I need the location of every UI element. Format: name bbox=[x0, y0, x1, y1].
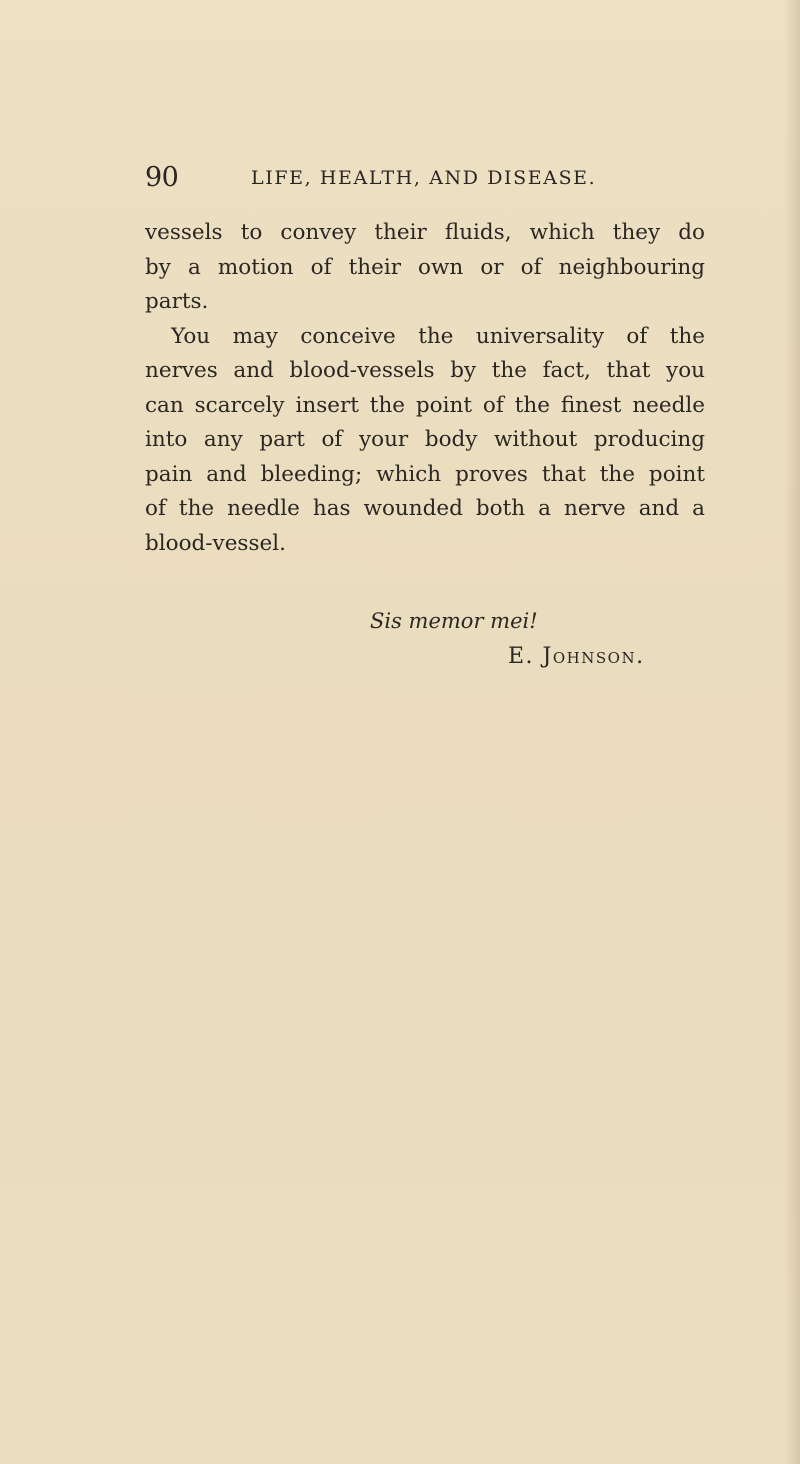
text-line: into any part of your body without producing bbox=[145, 427, 705, 452]
text-line: blood-vessel. bbox=[145, 530, 286, 556]
text-line: of the needle has wounded both a nerve and a bbox=[145, 496, 705, 521]
text-line: vessels to convey their fluids, which they do bbox=[145, 220, 705, 245]
latin-motto: Sis memor mei! bbox=[370, 609, 538, 633]
paragraph-start-line: You may conceive the universality of the bbox=[171, 323, 705, 349]
text-line: parts. bbox=[145, 289, 209, 314]
page-header bbox=[145, 160, 704, 196]
text-line: can scarcely insert the point of the finest needle bbox=[145, 392, 705, 418]
running-head: LIFE, HEALTH, AND DISEASE. bbox=[251, 167, 597, 189]
text-line: pain and bleeding; which proves that the point bbox=[145, 461, 705, 487]
author-signature: E. Johnson. bbox=[508, 644, 645, 669]
body-text bbox=[145, 216, 705, 561]
page-number: 90 bbox=[145, 162, 179, 193]
text-line: by a motion of their own or of neighbouring bbox=[145, 254, 705, 280]
text-line: nerves and blood-vessels by the fact, that you bbox=[145, 358, 705, 383]
